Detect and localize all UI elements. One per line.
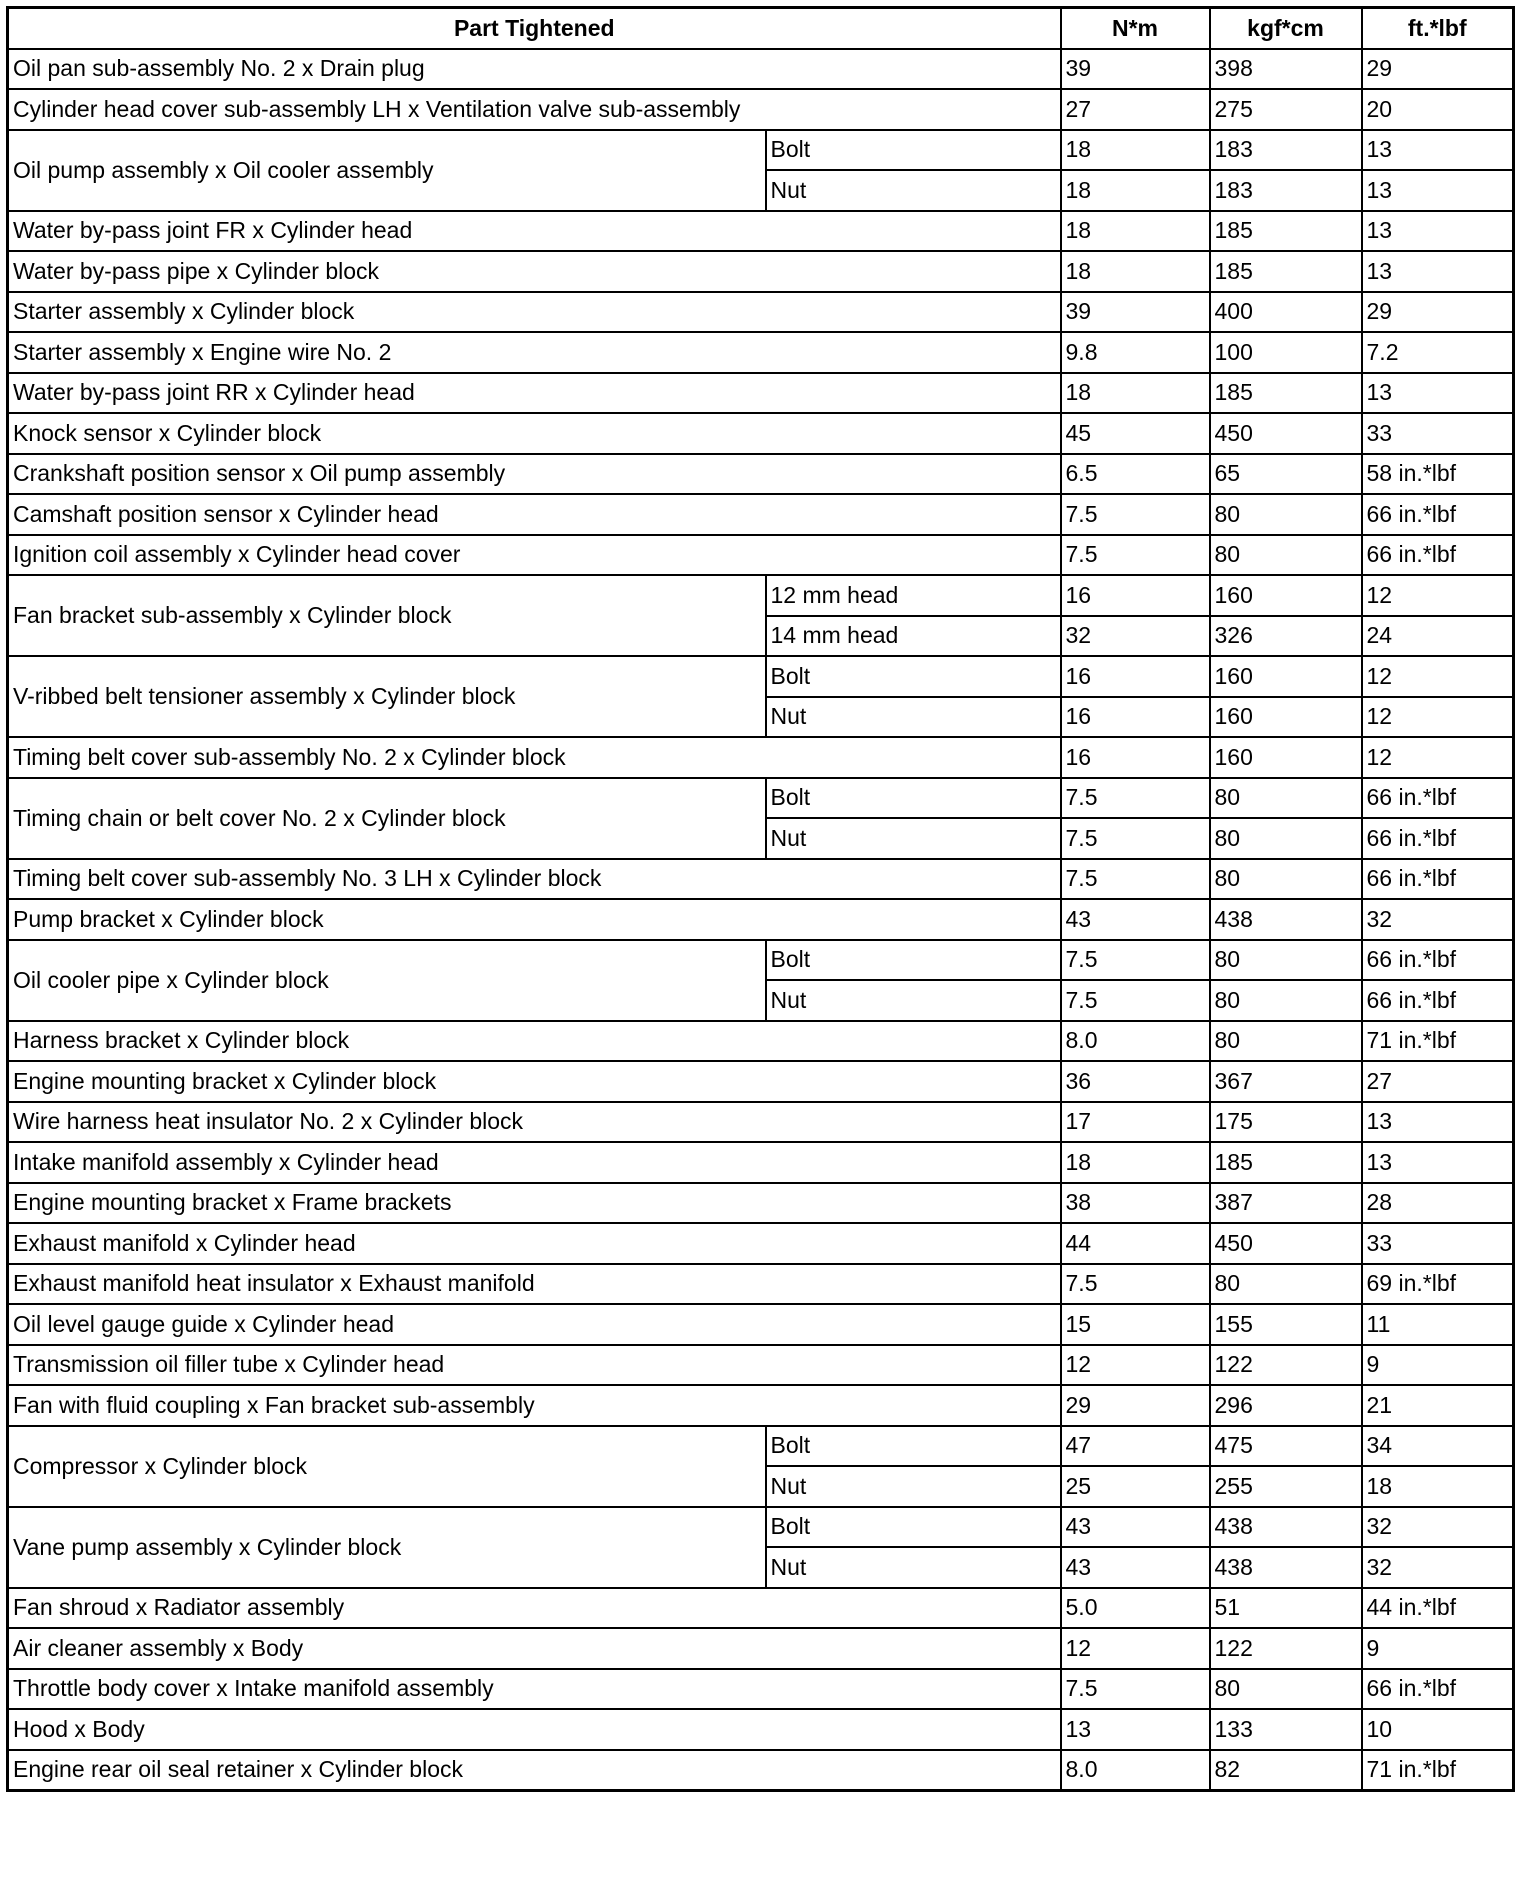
cell-nm: 17 [1061, 1102, 1210, 1143]
cell-ft-lbf: 13 [1362, 1142, 1514, 1183]
cell-ft-lbf: 66 in.*lbf [1362, 1669, 1514, 1710]
cell-ft-lbf: 58 in.*lbf [1362, 454, 1514, 495]
table-row [8, 1385, 1514, 1426]
cell-part-tightened: Wire harness heat insulator No. 2 x Cylinder block [8, 1102, 1061, 1143]
cell-fastener-type: Bolt [766, 778, 1061, 819]
cell-part-tightened: Harness bracket x Cylinder block [8, 1021, 1061, 1062]
table-row [8, 211, 1514, 252]
cell-part-tightened: Engine rear oil seal retainer x Cylinder block [8, 1750, 1061, 1791]
cell-ft-lbf: 12 [1362, 737, 1514, 778]
cell-fastener-type: 14 mm head [766, 616, 1061, 657]
cell-fastener-type: Nut [766, 170, 1061, 211]
cell-kgf-cm: 80 [1210, 1021, 1362, 1062]
cell-part-tightened: Oil cooler pipe x Cylinder block [8, 940, 766, 1021]
cell-ft-lbf: 21 [1362, 1385, 1514, 1426]
cell-ft-lbf: 20 [1362, 89, 1514, 130]
cell-part-tightened: Pump bracket x Cylinder block [8, 899, 1061, 940]
cell-ft-lbf: 66 in.*lbf [1362, 535, 1514, 576]
cell-nm: 25 [1061, 1466, 1210, 1507]
cell-ft-lbf: 71 in.*lbf [1362, 1750, 1514, 1791]
header-kgf-cm: kgf*cm [1210, 8, 1362, 49]
cell-nm: 7.5 [1061, 859, 1210, 900]
cell-part-tightened: Air cleaner assembly x Body [8, 1628, 1061, 1669]
cell-part-tightened: V-ribbed belt tensioner assembly x Cylinder block [8, 656, 766, 737]
cell-ft-lbf: 34 [1362, 1426, 1514, 1467]
cell-fastener-type: Nut [766, 697, 1061, 738]
cell-kgf-cm: 80 [1210, 494, 1362, 535]
table-row [8, 1021, 1514, 1062]
table-row [8, 1750, 1514, 1791]
cell-kgf-cm: 183 [1210, 130, 1362, 171]
cell-nm: 32 [1061, 616, 1210, 657]
table-row [8, 251, 1514, 292]
cell-fastener-type: 12 mm head [766, 575, 1061, 616]
cell-ft-lbf: 33 [1362, 1223, 1514, 1264]
cell-nm: 18 [1061, 373, 1210, 414]
cell-part-tightened: Compressor x Cylinder block [8, 1426, 766, 1507]
cell-ft-lbf: 9 [1362, 1345, 1514, 1386]
table-row [8, 1223, 1514, 1264]
cell-nm: 18 [1061, 1142, 1210, 1183]
table-row [8, 89, 1514, 130]
cell-kgf-cm: 133 [1210, 1709, 1362, 1750]
header-part-tightened: Part Tightened [8, 8, 1061, 49]
table-row [8, 332, 1514, 373]
table-row [8, 494, 1514, 535]
cell-kgf-cm: 80 [1210, 778, 1362, 819]
cell-part-tightened: Timing belt cover sub-assembly No. 3 LH x Cylinder block [8, 859, 1061, 900]
table-row [8, 737, 1514, 778]
table-row [8, 1345, 1514, 1386]
cell-nm: 6.5 [1061, 454, 1210, 495]
table-row [8, 1183, 1514, 1224]
table-row [8, 778, 1514, 819]
table-row [8, 373, 1514, 414]
cell-ft-lbf: 7.2 [1362, 332, 1514, 373]
cell-part-tightened: Water by-pass joint FR x Cylinder head [8, 211, 1061, 252]
table-row [8, 1669, 1514, 1710]
cell-ft-lbf: 18 [1362, 1466, 1514, 1507]
table-header-row [8, 8, 1514, 49]
table-row [8, 1709, 1514, 1750]
cell-kgf-cm: 100 [1210, 332, 1362, 373]
cell-kgf-cm: 326 [1210, 616, 1362, 657]
cell-nm: 45 [1061, 413, 1210, 454]
cell-ft-lbf: 66 in.*lbf [1362, 818, 1514, 859]
cell-part-tightened: Exhaust manifold x Cylinder head [8, 1223, 1061, 1264]
cell-nm: 18 [1061, 211, 1210, 252]
cell-fastener-type: Bolt [766, 130, 1061, 171]
cell-ft-lbf: 66 in.*lbf [1362, 778, 1514, 819]
cell-part-tightened: Cylinder head cover sub-assembly LH x Ventilation valve sub-assembly [8, 89, 1061, 130]
cell-kgf-cm: 185 [1210, 211, 1362, 252]
cell-part-tightened: Oil pump assembly x Oil cooler assembly [8, 130, 766, 211]
cell-ft-lbf: 13 [1362, 1102, 1514, 1143]
table-row [8, 535, 1514, 576]
cell-ft-lbf: 28 [1362, 1183, 1514, 1224]
cell-nm: 7.5 [1061, 778, 1210, 819]
cell-kgf-cm: 155 [1210, 1304, 1362, 1345]
cell-nm: 47 [1061, 1426, 1210, 1467]
table-row [8, 899, 1514, 940]
cell-nm: 18 [1061, 251, 1210, 292]
table-row [8, 1264, 1514, 1305]
cell-part-tightened: Ignition coil assembly x Cylinder head cover [8, 535, 1061, 576]
cell-ft-lbf: 24 [1362, 616, 1514, 657]
cell-kgf-cm: 400 [1210, 292, 1362, 333]
cell-ft-lbf: 11 [1362, 1304, 1514, 1345]
cell-fastener-type: Nut [766, 818, 1061, 859]
cell-fastener-type: Bolt [766, 1507, 1061, 1548]
cell-nm: 43 [1061, 1547, 1210, 1588]
cell-kgf-cm: 122 [1210, 1345, 1362, 1386]
torque-spec-page [6, 6, 1512, 1792]
table-row [8, 130, 1514, 171]
cell-ft-lbf: 66 in.*lbf [1362, 494, 1514, 535]
table-body [8, 49, 1514, 1791]
cell-fastener-type: Nut [766, 980, 1061, 1021]
table-row [8, 1061, 1514, 1102]
cell-nm: 44 [1061, 1223, 1210, 1264]
cell-part-tightened: Timing chain or belt cover No. 2 x Cylinder block [8, 778, 766, 859]
cell-fastener-type: Nut [766, 1547, 1061, 1588]
cell-ft-lbf: 33 [1362, 413, 1514, 454]
cell-kgf-cm: 80 [1210, 1669, 1362, 1710]
table-row [8, 940, 1514, 981]
cell-kgf-cm: 122 [1210, 1628, 1362, 1669]
cell-ft-lbf: 12 [1362, 656, 1514, 697]
cell-ft-lbf: 32 [1362, 899, 1514, 940]
cell-part-tightened: Fan shroud x Radiator assembly [8, 1588, 1061, 1629]
cell-nm: 16 [1061, 656, 1210, 697]
table-row [8, 656, 1514, 697]
cell-nm: 18 [1061, 170, 1210, 211]
cell-part-tightened: Starter assembly x Cylinder block [8, 292, 1061, 333]
cell-nm: 12 [1061, 1628, 1210, 1669]
cell-ft-lbf: 13 [1362, 130, 1514, 171]
cell-kgf-cm: 80 [1210, 940, 1362, 981]
cell-part-tightened: Oil pan sub-assembly No. 2 x Drain plug [8, 49, 1061, 90]
cell-ft-lbf: 71 in.*lbf [1362, 1021, 1514, 1062]
table-row [8, 1304, 1514, 1345]
cell-part-tightened: Hood x Body [8, 1709, 1061, 1750]
cell-part-tightened: Water by-pass joint RR x Cylinder head [8, 373, 1061, 414]
cell-nm: 39 [1061, 49, 1210, 90]
cell-ft-lbf: 13 [1362, 170, 1514, 211]
cell-kgf-cm: 51 [1210, 1588, 1362, 1629]
table-row [8, 413, 1514, 454]
cell-kgf-cm: 160 [1210, 656, 1362, 697]
table-row [8, 454, 1514, 495]
cell-nm: 18 [1061, 130, 1210, 171]
cell-ft-lbf: 66 in.*lbf [1362, 940, 1514, 981]
cell-part-tightened: Water by-pass pipe x Cylinder block [8, 251, 1061, 292]
table-row [8, 1628, 1514, 1669]
cell-kgf-cm: 367 [1210, 1061, 1362, 1102]
cell-kgf-cm: 80 [1210, 535, 1362, 576]
cell-nm: 15 [1061, 1304, 1210, 1345]
cell-fastener-type: Bolt [766, 940, 1061, 981]
table-row [8, 1588, 1514, 1629]
cell-kgf-cm: 398 [1210, 49, 1362, 90]
table-row [8, 1102, 1514, 1143]
cell-nm: 7.5 [1061, 1264, 1210, 1305]
cell-part-tightened: Engine mounting bracket x Frame brackets [8, 1183, 1061, 1224]
cell-kgf-cm: 255 [1210, 1466, 1362, 1507]
cell-kgf-cm: 387 [1210, 1183, 1362, 1224]
cell-kgf-cm: 438 [1210, 1547, 1362, 1588]
cell-fastener-type: Bolt [766, 1426, 1061, 1467]
cell-nm: 7.5 [1061, 980, 1210, 1021]
cell-nm: 29 [1061, 1385, 1210, 1426]
cell-part-tightened: Camshaft position sensor x Cylinder head [8, 494, 1061, 535]
cell-nm: 8.0 [1061, 1750, 1210, 1791]
cell-kgf-cm: 80 [1210, 1264, 1362, 1305]
cell-kgf-cm: 438 [1210, 899, 1362, 940]
cell-nm: 36 [1061, 1061, 1210, 1102]
cell-fastener-type: Nut [766, 1466, 1061, 1507]
cell-nm: 43 [1061, 1507, 1210, 1548]
cell-part-tightened: Intake manifold assembly x Cylinder head [8, 1142, 1061, 1183]
cell-kgf-cm: 80 [1210, 980, 1362, 1021]
cell-nm: 7.5 [1061, 818, 1210, 859]
cell-ft-lbf: 13 [1362, 373, 1514, 414]
cell-ft-lbf: 27 [1362, 1061, 1514, 1102]
cell-nm: 7.5 [1061, 940, 1210, 981]
cell-kgf-cm: 82 [1210, 1750, 1362, 1791]
cell-kgf-cm: 185 [1210, 251, 1362, 292]
cell-kgf-cm: 450 [1210, 413, 1362, 454]
cell-part-tightened: Starter assembly x Engine wire No. 2 [8, 332, 1061, 373]
cell-nm: 16 [1061, 697, 1210, 738]
cell-fastener-type: Bolt [766, 656, 1061, 697]
cell-nm: 43 [1061, 899, 1210, 940]
cell-kgf-cm: 65 [1210, 454, 1362, 495]
cell-kgf-cm: 183 [1210, 170, 1362, 211]
cell-ft-lbf: 13 [1362, 251, 1514, 292]
table-row [8, 49, 1514, 90]
cell-nm: 16 [1061, 737, 1210, 778]
cell-ft-lbf: 32 [1362, 1547, 1514, 1588]
table-row [8, 1426, 1514, 1467]
cell-nm: 5.0 [1061, 1588, 1210, 1629]
table-row [8, 859, 1514, 900]
cell-nm: 12 [1061, 1345, 1210, 1386]
cell-kgf-cm: 80 [1210, 818, 1362, 859]
cell-part-tightened: Transmission oil filler tube x Cylinder head [8, 1345, 1061, 1386]
cell-ft-lbf: 9 [1362, 1628, 1514, 1669]
cell-kgf-cm: 275 [1210, 89, 1362, 130]
header-ft-lbf: ft.*lbf [1362, 8, 1514, 49]
cell-part-tightened: Engine mounting bracket x Cylinder block [8, 1061, 1061, 1102]
cell-nm: 8.0 [1061, 1021, 1210, 1062]
cell-ft-lbf: 29 [1362, 292, 1514, 333]
cell-part-tightened: Oil level gauge guide x Cylinder head [8, 1304, 1061, 1345]
table-row [8, 1507, 1514, 1548]
cell-ft-lbf: 66 in.*lbf [1362, 980, 1514, 1021]
cell-ft-lbf: 10 [1362, 1709, 1514, 1750]
cell-ft-lbf: 69 in.*lbf [1362, 1264, 1514, 1305]
cell-part-tightened: Vane pump assembly x Cylinder block [8, 1507, 766, 1588]
torque-spec-table [6, 6, 1515, 1792]
cell-nm: 39 [1061, 292, 1210, 333]
cell-part-tightened: Knock sensor x Cylinder block [8, 413, 1061, 454]
cell-kgf-cm: 175 [1210, 1102, 1362, 1143]
cell-kgf-cm: 160 [1210, 575, 1362, 616]
cell-ft-lbf: 12 [1362, 575, 1514, 616]
cell-ft-lbf: 13 [1362, 211, 1514, 252]
cell-nm: 38 [1061, 1183, 1210, 1224]
header-nm: N*m [1061, 8, 1210, 49]
cell-nm: 16 [1061, 575, 1210, 616]
cell-kgf-cm: 475 [1210, 1426, 1362, 1467]
table-row [8, 292, 1514, 333]
table-row [8, 575, 1514, 616]
cell-nm: 13 [1061, 1709, 1210, 1750]
cell-kgf-cm: 296 [1210, 1385, 1362, 1426]
table-row [8, 1142, 1514, 1183]
cell-nm: 7.5 [1061, 1669, 1210, 1710]
cell-kgf-cm: 185 [1210, 1142, 1362, 1183]
cell-kgf-cm: 80 [1210, 859, 1362, 900]
cell-kgf-cm: 160 [1210, 737, 1362, 778]
cell-ft-lbf: 66 in.*lbf [1362, 859, 1514, 900]
cell-nm: 7.5 [1061, 535, 1210, 576]
cell-ft-lbf: 44 in.*lbf [1362, 1588, 1514, 1629]
cell-part-tightened: Fan bracket sub-assembly x Cylinder block [8, 575, 766, 656]
cell-ft-lbf: 32 [1362, 1507, 1514, 1548]
cell-part-tightened: Timing belt cover sub-assembly No. 2 x Cylinder block [8, 737, 1061, 778]
cell-kgf-cm: 438 [1210, 1507, 1362, 1548]
cell-ft-lbf: 12 [1362, 697, 1514, 738]
cell-part-tightened: Exhaust manifold heat insulator x Exhaust manifold [8, 1264, 1061, 1305]
cell-nm: 7.5 [1061, 494, 1210, 535]
cell-part-tightened: Throttle body cover x Intake manifold assembly [8, 1669, 1061, 1710]
cell-kgf-cm: 160 [1210, 697, 1362, 738]
cell-part-tightened: Crankshaft position sensor x Oil pump assembly [8, 454, 1061, 495]
cell-ft-lbf: 29 [1362, 49, 1514, 90]
cell-kgf-cm: 450 [1210, 1223, 1362, 1264]
cell-nm: 9.8 [1061, 332, 1210, 373]
cell-kgf-cm: 185 [1210, 373, 1362, 414]
cell-nm: 27 [1061, 89, 1210, 130]
cell-part-tightened: Fan with fluid coupling x Fan bracket sub-assembly [8, 1385, 1061, 1426]
